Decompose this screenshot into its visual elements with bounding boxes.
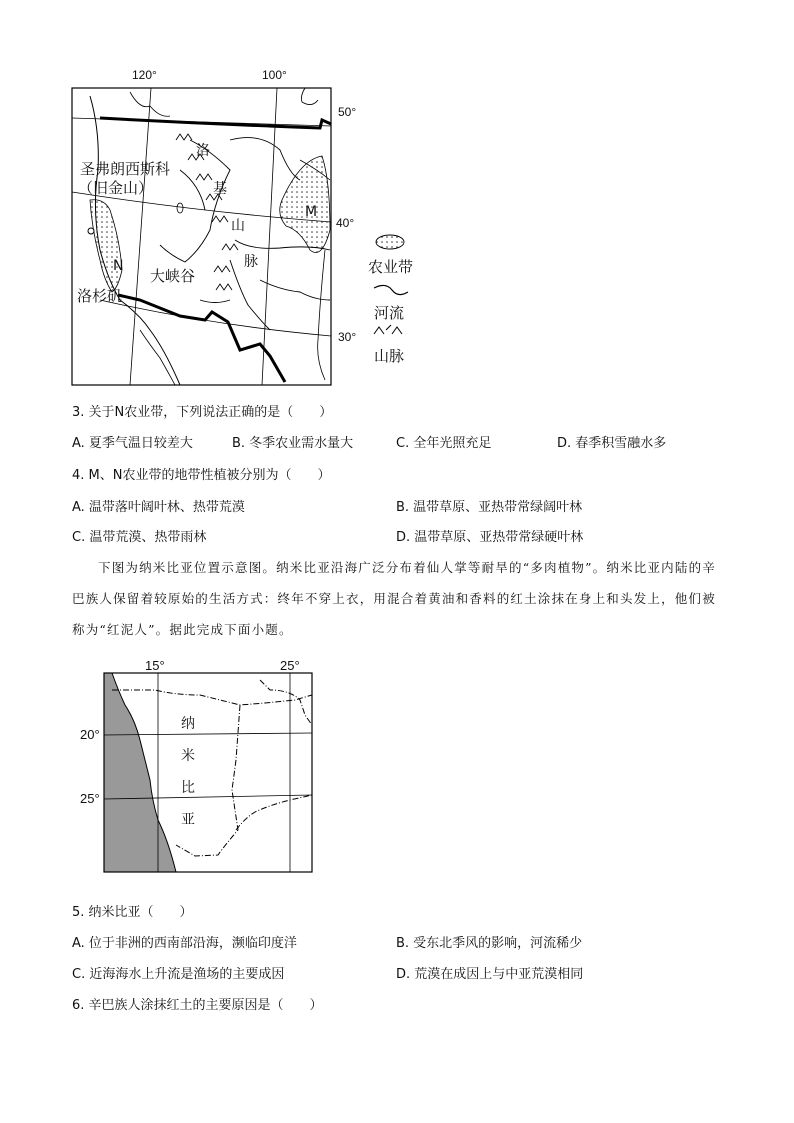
label-mi: 米 xyxy=(181,748,195,764)
lat-label-50: 50° xyxy=(338,105,357,119)
lon-label-15: 15° xyxy=(145,658,165,673)
question-stem: 5. 纳米比亚（ ） xyxy=(72,905,193,920)
lon-label-100: 100° xyxy=(262,68,287,82)
legend-river-label: 河流 xyxy=(374,304,405,322)
option-a: A. 位于非洲的西南部沿海，濒临印度洋 xyxy=(72,936,297,951)
option-b: B. 冬季农业需水量大 xyxy=(232,436,354,451)
lon-label-120: 120° xyxy=(132,68,157,82)
label-rocky-2: 基 xyxy=(213,181,227,197)
lat-label-30: 30° xyxy=(338,330,357,344)
option-a: A. 温带落叶阔叶林、热带荒漠 xyxy=(72,500,245,515)
label-n-belt: N xyxy=(113,258,124,274)
question-stem: 4. M、N农业带的地带性植被分别为（ ） xyxy=(72,468,331,483)
label-los-angeles: 洛杉矶 xyxy=(77,287,123,305)
option-d: D. 温带草原、亚热带常绿硬叶林 xyxy=(396,530,584,545)
option-d: D. 荒漠在成因上与中亚荒漠相同 xyxy=(396,967,584,982)
option-c: C. 全年光照充足 xyxy=(396,436,492,451)
lat-label-20: 20° xyxy=(80,727,100,742)
option-b: B. 温带草原、亚热带常绿阔叶林 xyxy=(396,500,583,515)
passage-text: 下图为纳米比亚位置示意图。纳米比亚沿海广泛分布着仙人掌等耐旱的“多肉植物”。纳米比亚内陆的辛巴族人保留着较原始的生活方式：终年不穿上衣，用混合着黄油和香料的红土涂抹在身上和头发上，他们被称为“红泥人”。据此完成下面小题。 xyxy=(72,560,716,637)
option-b: B. 受东北季风的影响，河流稀少 xyxy=(396,936,583,951)
legend-agri-label: 农业带 xyxy=(368,258,414,276)
label-m-belt: M xyxy=(305,204,318,220)
option-d: D. 春季积雪融水多 xyxy=(557,436,667,451)
option-a: A. 夏季气温日较差大 xyxy=(72,436,193,451)
question-stem: 3. 关于N农业带，下列说法正确的是（ ） xyxy=(72,405,333,420)
label-san-francisco: 圣弗朗西斯科 xyxy=(80,160,171,178)
label-san-francisco-alt: （旧金山） xyxy=(78,179,154,197)
lat-label-40: 40° xyxy=(336,216,355,230)
option-c: C. 近海海水上升流是渔场的主要成因 xyxy=(72,967,285,982)
label-rocky-4: 脉 xyxy=(244,254,258,270)
question-stem: 6. 辛巴族人涂抹红土的主要原因是（ ） xyxy=(72,998,323,1013)
label-bi: 比 xyxy=(181,780,195,796)
label-rocky-1: 洛 xyxy=(196,143,210,159)
lon-label-25: 25° xyxy=(280,658,300,673)
label-ya: 亚 xyxy=(181,812,195,828)
label-grand-canyon: 大峡谷 xyxy=(150,267,196,285)
option-c: C. 温带荒漠、热带雨林 xyxy=(72,530,207,545)
legend-mountain-label: 山脉 xyxy=(374,347,405,365)
label-na: 纳 xyxy=(181,716,195,732)
lat-label-25: 25° xyxy=(80,791,100,806)
label-rocky-3: 山 xyxy=(231,218,245,234)
